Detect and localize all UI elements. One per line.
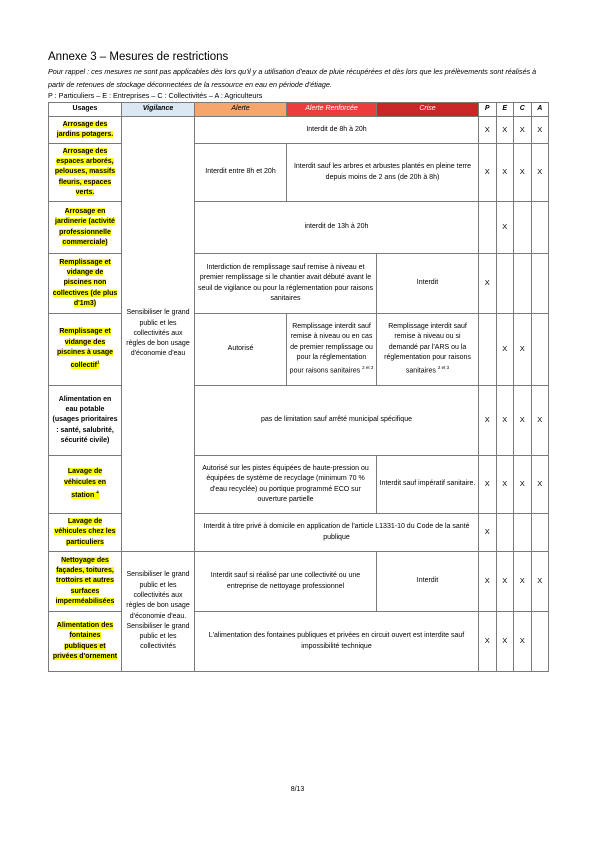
mark-a: [531, 514, 549, 552]
mark-a: X: [531, 386, 549, 456]
usage-label: Lavage de véhicules chez les particuliers: [54, 518, 116, 546]
header-usages: Usages: [49, 103, 122, 117]
restriction-cell: Interdit sauf si réalisé par une collectivité ou une entreprise de nettoyage professionnel: [195, 552, 377, 612]
crise-cell: Remplissage interdit sauf remise à niveau ou si demandé par l'ARS ou la réglementation pour raisons sanitaires $^{2 et 3}$: [377, 314, 479, 386]
mark-c: X: [514, 314, 532, 386]
mark-c: X: [514, 552, 532, 612]
mark-a: X: [531, 552, 549, 612]
mark-e: X: [496, 117, 514, 144]
usage-label: Alimentation des fontaines publiques et privées d'ornement: [52, 621, 118, 660]
mark-p: X: [479, 514, 497, 552]
footnote-ref: 2 et 3: [362, 365, 374, 371]
usage-label: Remplissage et vidange des piscines à usage collectif$^1$: [56, 328, 114, 370]
mark-p: X: [479, 386, 497, 456]
usage-label: Arrosage en jardinerie (activité professionnelle commerciale): [55, 207, 115, 246]
header-a: A: [531, 103, 549, 117]
mark-e: X: [496, 456, 514, 514]
crise-cell: Interdit sauf impératif sanitaire.: [377, 456, 479, 514]
restriction-cell: pas de limitation sauf arrêté municipal spécifique: [195, 386, 479, 456]
restriction-cell: Autorisé sur les pistes équipées de haute-pression ou équipées de système de recyclage (minimum 70 % d'eau recyclée) ou portique programmé ECO sur ouverture partielle: [195, 456, 377, 514]
mark-e: X: [496, 314, 514, 386]
alerte-cell: Autorisé: [195, 314, 287, 386]
footnote-ref: 4: [96, 489, 99, 495]
header-crise: Crise: [377, 103, 479, 117]
vigilance-cell: Sensibiliser le grand public et les collectivités aux règles de bon usage d'économie d'eau: [122, 117, 195, 552]
usage-cell: [49, 254, 122, 314]
header-alerte: Alerte: [195, 103, 287, 117]
footnote-ref: 2 et 3: [437, 365, 450, 371]
mark-p: [479, 314, 497, 386]
usage-label: Arrosage des jardins potagers.: [56, 120, 114, 138]
mark-e: X: [496, 386, 514, 456]
mark-a: X: [531, 144, 549, 202]
mark-e: X: [496, 202, 514, 254]
header-vigilance: Vigilance: [122, 103, 195, 117]
usage-label: Lavage de véhicules en station $^4$: [63, 468, 107, 500]
restriction-cell: interdit de 13h à 20h: [195, 202, 479, 254]
mark-c: X: [514, 117, 532, 144]
mark-a: [531, 612, 549, 672]
header-e: E: [496, 103, 514, 117]
mark-e: X: [496, 612, 514, 672]
mark-e: X: [496, 552, 514, 612]
mark-c: [514, 514, 532, 552]
usage-cell: [49, 612, 122, 672]
usage-cell: [49, 514, 122, 552]
usage-cell: [49, 202, 122, 254]
mark-p: X: [479, 117, 497, 144]
alerte-renforcee-cell: Remplissage interdit sauf remise à niveau ou en cas de premier remplissage ou pour la réglementation pour raisons sanitaires $^{2 et 3}$: [287, 314, 377, 386]
usage-cell: [49, 144, 122, 202]
mark-c: X: [514, 456, 532, 514]
mark-a: X: [531, 456, 549, 514]
table-row: [49, 117, 549, 144]
mark-e: X: [496, 144, 514, 202]
mark-a: [531, 202, 549, 254]
page-number: 8/13: [290, 786, 305, 793]
restrictions-table: [48, 102, 549, 672]
mark-c: [514, 202, 532, 254]
mark-a: [531, 254, 549, 314]
usage-cell: [49, 552, 122, 612]
footnote-ref: 1: [96, 360, 100, 366]
mark-p: X: [479, 552, 497, 612]
vigilance-cell: Sensibiliser le grand public et les collectivités aux règles de bon usage d'économie d'eau. Sensibiliser le grand public et les collectivités: [122, 552, 195, 672]
mark-p: X: [479, 612, 497, 672]
mark-c: X: [514, 144, 532, 202]
restriction-cell: Interdiction de remplissage sauf remise à niveau et premier remplissage si le chantier avait débuté avant le seuil de vigilance ou pour la réglementation pour raisons sanitaires: [195, 254, 377, 314]
mark-p: X: [479, 144, 497, 202]
usage-cell: [49, 117, 122, 144]
restriction-cell: L'alimentation des fontaines publiques et privées en circuit ouvert est interdite sauf impossibilité technique: [195, 612, 479, 672]
header-p: P: [479, 103, 497, 117]
mark-e: [496, 514, 514, 552]
mark-p: [479, 202, 497, 254]
mark-e: [496, 254, 514, 314]
restriction-cell: Interdit sauf les arbres et arbustes plantés en pleine terre depuis moins de 2 ans (de 20h à 8h): [287, 144, 479, 202]
alerte-cell: Interdit entre 8h et 20h: [195, 144, 287, 202]
header-row: [49, 103, 549, 117]
crise-cell: Interdit: [377, 552, 479, 612]
restriction-cell: Interdit à titre privé à domicile en application de l'article L1331-10 du Code de la santé publique: [195, 514, 479, 552]
usage-cell: Alimentation en eau potable (usages prioritaires : santé, salubrité, sécurité civile): [49, 386, 122, 456]
restriction-cell: Interdit de 8h à 20h: [195, 117, 479, 144]
usage-cell: [49, 314, 122, 386]
usage-label: Remplissage et vidange de piscines non collectives (de plus d'1m3): [52, 258, 118, 307]
usage-label: Arrosage des espaces arborés, pelouses, massifs fleuris, espaces verts.: [54, 147, 116, 196]
table-row: [49, 552, 549, 612]
header-c: C: [514, 103, 532, 117]
rappel-note: Pour rappel : ces mesures ne sont pas applicables dès lors qu'il y a utilisation d'eaux de pluie récupérées et dès lors que les prélèvements sont réalisés à partir de retenues de stockage déconnectées de la ressource en eau en période d'étiage.: [48, 67, 537, 89]
annex-title: Annexe 3 – Mesures de restrictions: [48, 51, 229, 63]
mark-c: X: [514, 612, 532, 672]
usage-cell: [49, 456, 122, 514]
mark-a: X: [531, 117, 549, 144]
mark-p: X: [479, 254, 497, 314]
crise-cell: Interdit: [377, 254, 479, 314]
mark-c: [514, 254, 532, 314]
header-alerte-renforcee: Alerte Renforcée: [287, 103, 377, 117]
legend-line: P : Particuliers – E : Entreprises – C : Collectivités – A : Agriculteurs: [48, 91, 263, 100]
mark-a: [531, 314, 549, 386]
usage-label: Nettoyage des façades, toitures, trottoirs et autres surfaces imperméabilisées: [55, 556, 115, 605]
mark-c: X: [514, 386, 532, 456]
mark-p: X: [479, 456, 497, 514]
